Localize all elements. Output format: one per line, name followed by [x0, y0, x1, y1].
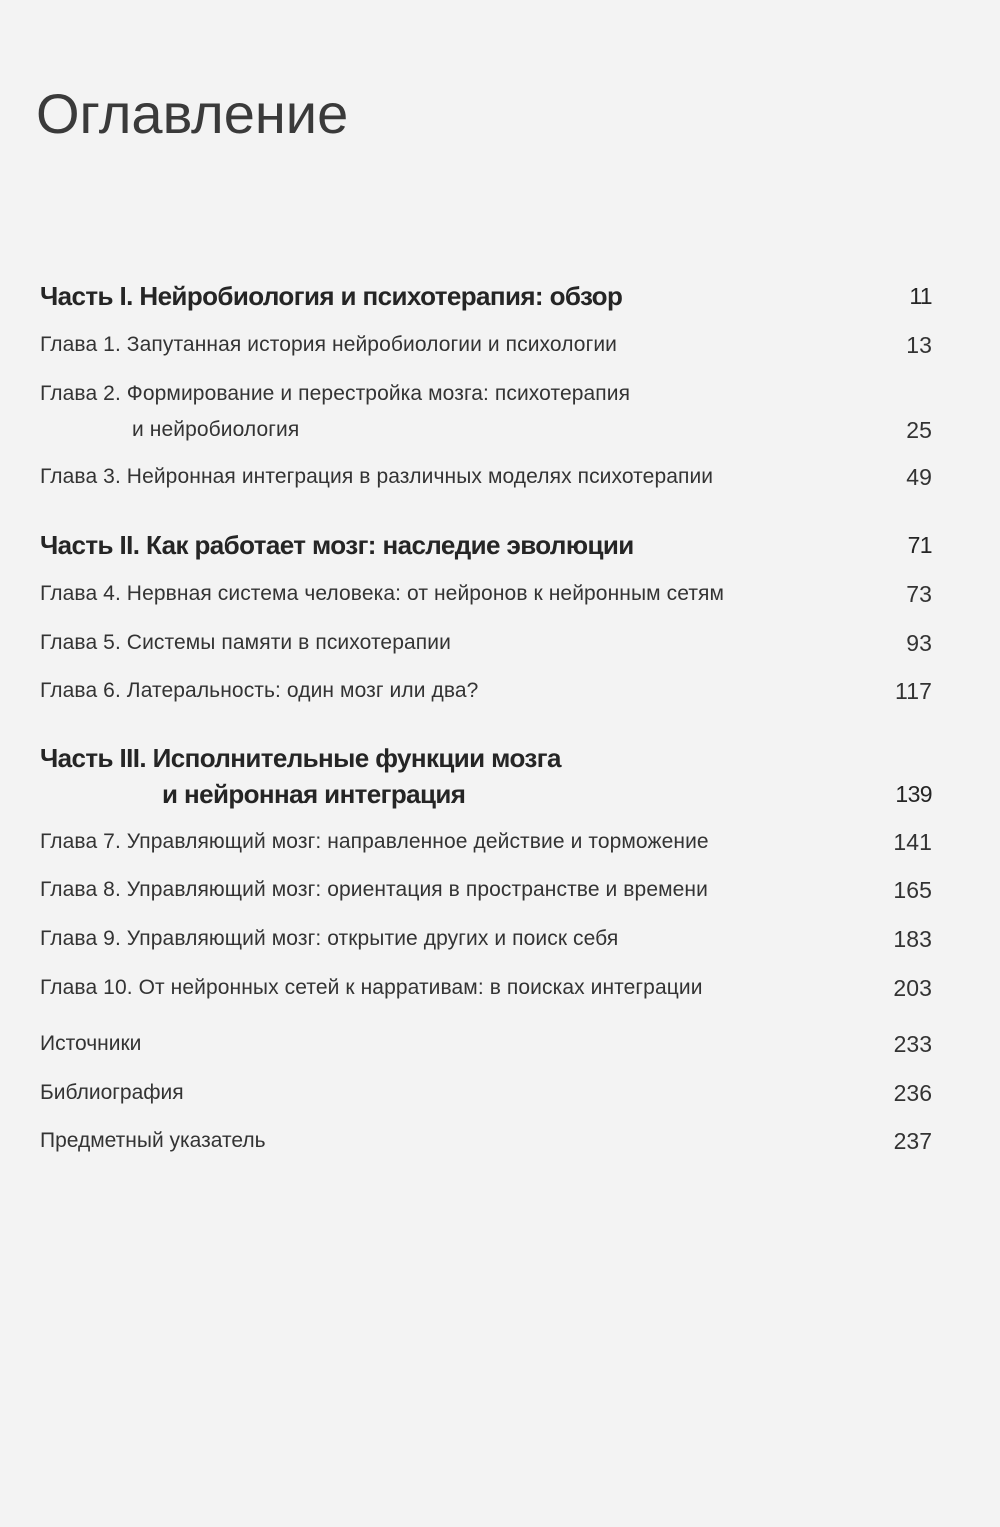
toc-page-number: 233 — [893, 1031, 932, 1057]
toc-page-number: 49 — [906, 464, 932, 490]
toc-part-1 — [40, 278, 932, 314]
toc-chapter-5 — [40, 628, 932, 658]
toc-page-number: 183 — [893, 926, 932, 952]
toc-chapter-1 — [40, 330, 932, 360]
toc-entry-label-line1: Часть III. Исполнительные функции мозга — [40, 743, 561, 773]
toc-chapter-6 — [40, 676, 932, 706]
toc-entry-label: Часть I. Нейробиология и психотерапия: обзор — [40, 281, 623, 311]
toc-entry-label: Глава 4. Нервная система человека: от нейронов к нейронным сетям — [40, 582, 725, 605]
toc-page-number: 117 — [895, 678, 932, 704]
toc-chapter-10 — [40, 973, 932, 1003]
toc-chapter-8 — [40, 875, 932, 905]
toc-page-number: 93 — [906, 630, 932, 656]
toc-part-2 — [40, 527, 932, 563]
toc-page-number: 139 — [895, 781, 932, 807]
toc-chapter-2 — [40, 379, 932, 445]
toc-page-number: 236 — [893, 1080, 932, 1106]
toc-bibliography — [40, 1078, 932, 1108]
toc-entry-label: Предметный указатель — [40, 1129, 266, 1152]
toc-entry-label: Глава 6. Латеральность: один мозг или два? — [40, 679, 479, 702]
toc-part-3 — [40, 740, 932, 812]
toc-page-number: 237 — [893, 1128, 932, 1154]
toc-entry-label: Глава 3. Нейронная интеграция в различных моделях психотерапии — [40, 465, 714, 488]
toc-entry-label: Глава 5. Системы памяти в психотерапии — [40, 631, 451, 654]
toc-entry-label: Глава 9. Управляющий мозг: открытие других и поиск себя — [40, 927, 619, 950]
toc-page-number: 11 — [909, 283, 932, 309]
toc-chapter-9 — [40, 924, 932, 954]
toc-entry-label-line2: и нейронная интеграция — [162, 779, 466, 809]
toc-entry-label: Глава 10. От нейронных сетей к нарративам: в поисках интеграции — [40, 976, 703, 999]
toc-subject-index — [40, 1126, 932, 1156]
toc-entry-label: Библиография — [40, 1081, 184, 1104]
toc-page-number: 13 — [906, 332, 932, 358]
toc-chapter-3 — [40, 462, 932, 492]
toc-chapter-4 — [40, 579, 932, 609]
toc-entry-label: Глава 1. Запутанная история нейробиологии и психологии — [40, 333, 617, 356]
toc-entry-label: Глава 8. Управляющий мозг: ориентация в пространстве и времени — [40, 878, 708, 901]
page-title: Оглавление — [36, 82, 349, 145]
toc-page-number: 73 — [906, 581, 932, 607]
toc-chapter-7 — [40, 827, 932, 857]
toc-entry-label: Часть II. Как работает мозг: наследие эволюции — [40, 530, 634, 560]
toc-entry-label: Глава 7. Управляющий мозг: направленное действие и торможение — [40, 830, 709, 853]
toc-sources — [40, 1029, 932, 1059]
toc-page-number: 165 — [893, 877, 932, 903]
toc-entry-label-line2: и нейробиология — [132, 418, 300, 441]
toc-entry-label-line1: Глава 2. Формирование и перестройка мозга: психотерапия — [40, 382, 631, 405]
toc-page-number: 141 — [893, 829, 932, 855]
toc-entry-label: Источники — [40, 1032, 142, 1055]
toc-page-number: 71 — [907, 532, 932, 558]
toc-page-number: 203 — [893, 975, 932, 1001]
toc-page-number: 25 — [906, 417, 932, 443]
